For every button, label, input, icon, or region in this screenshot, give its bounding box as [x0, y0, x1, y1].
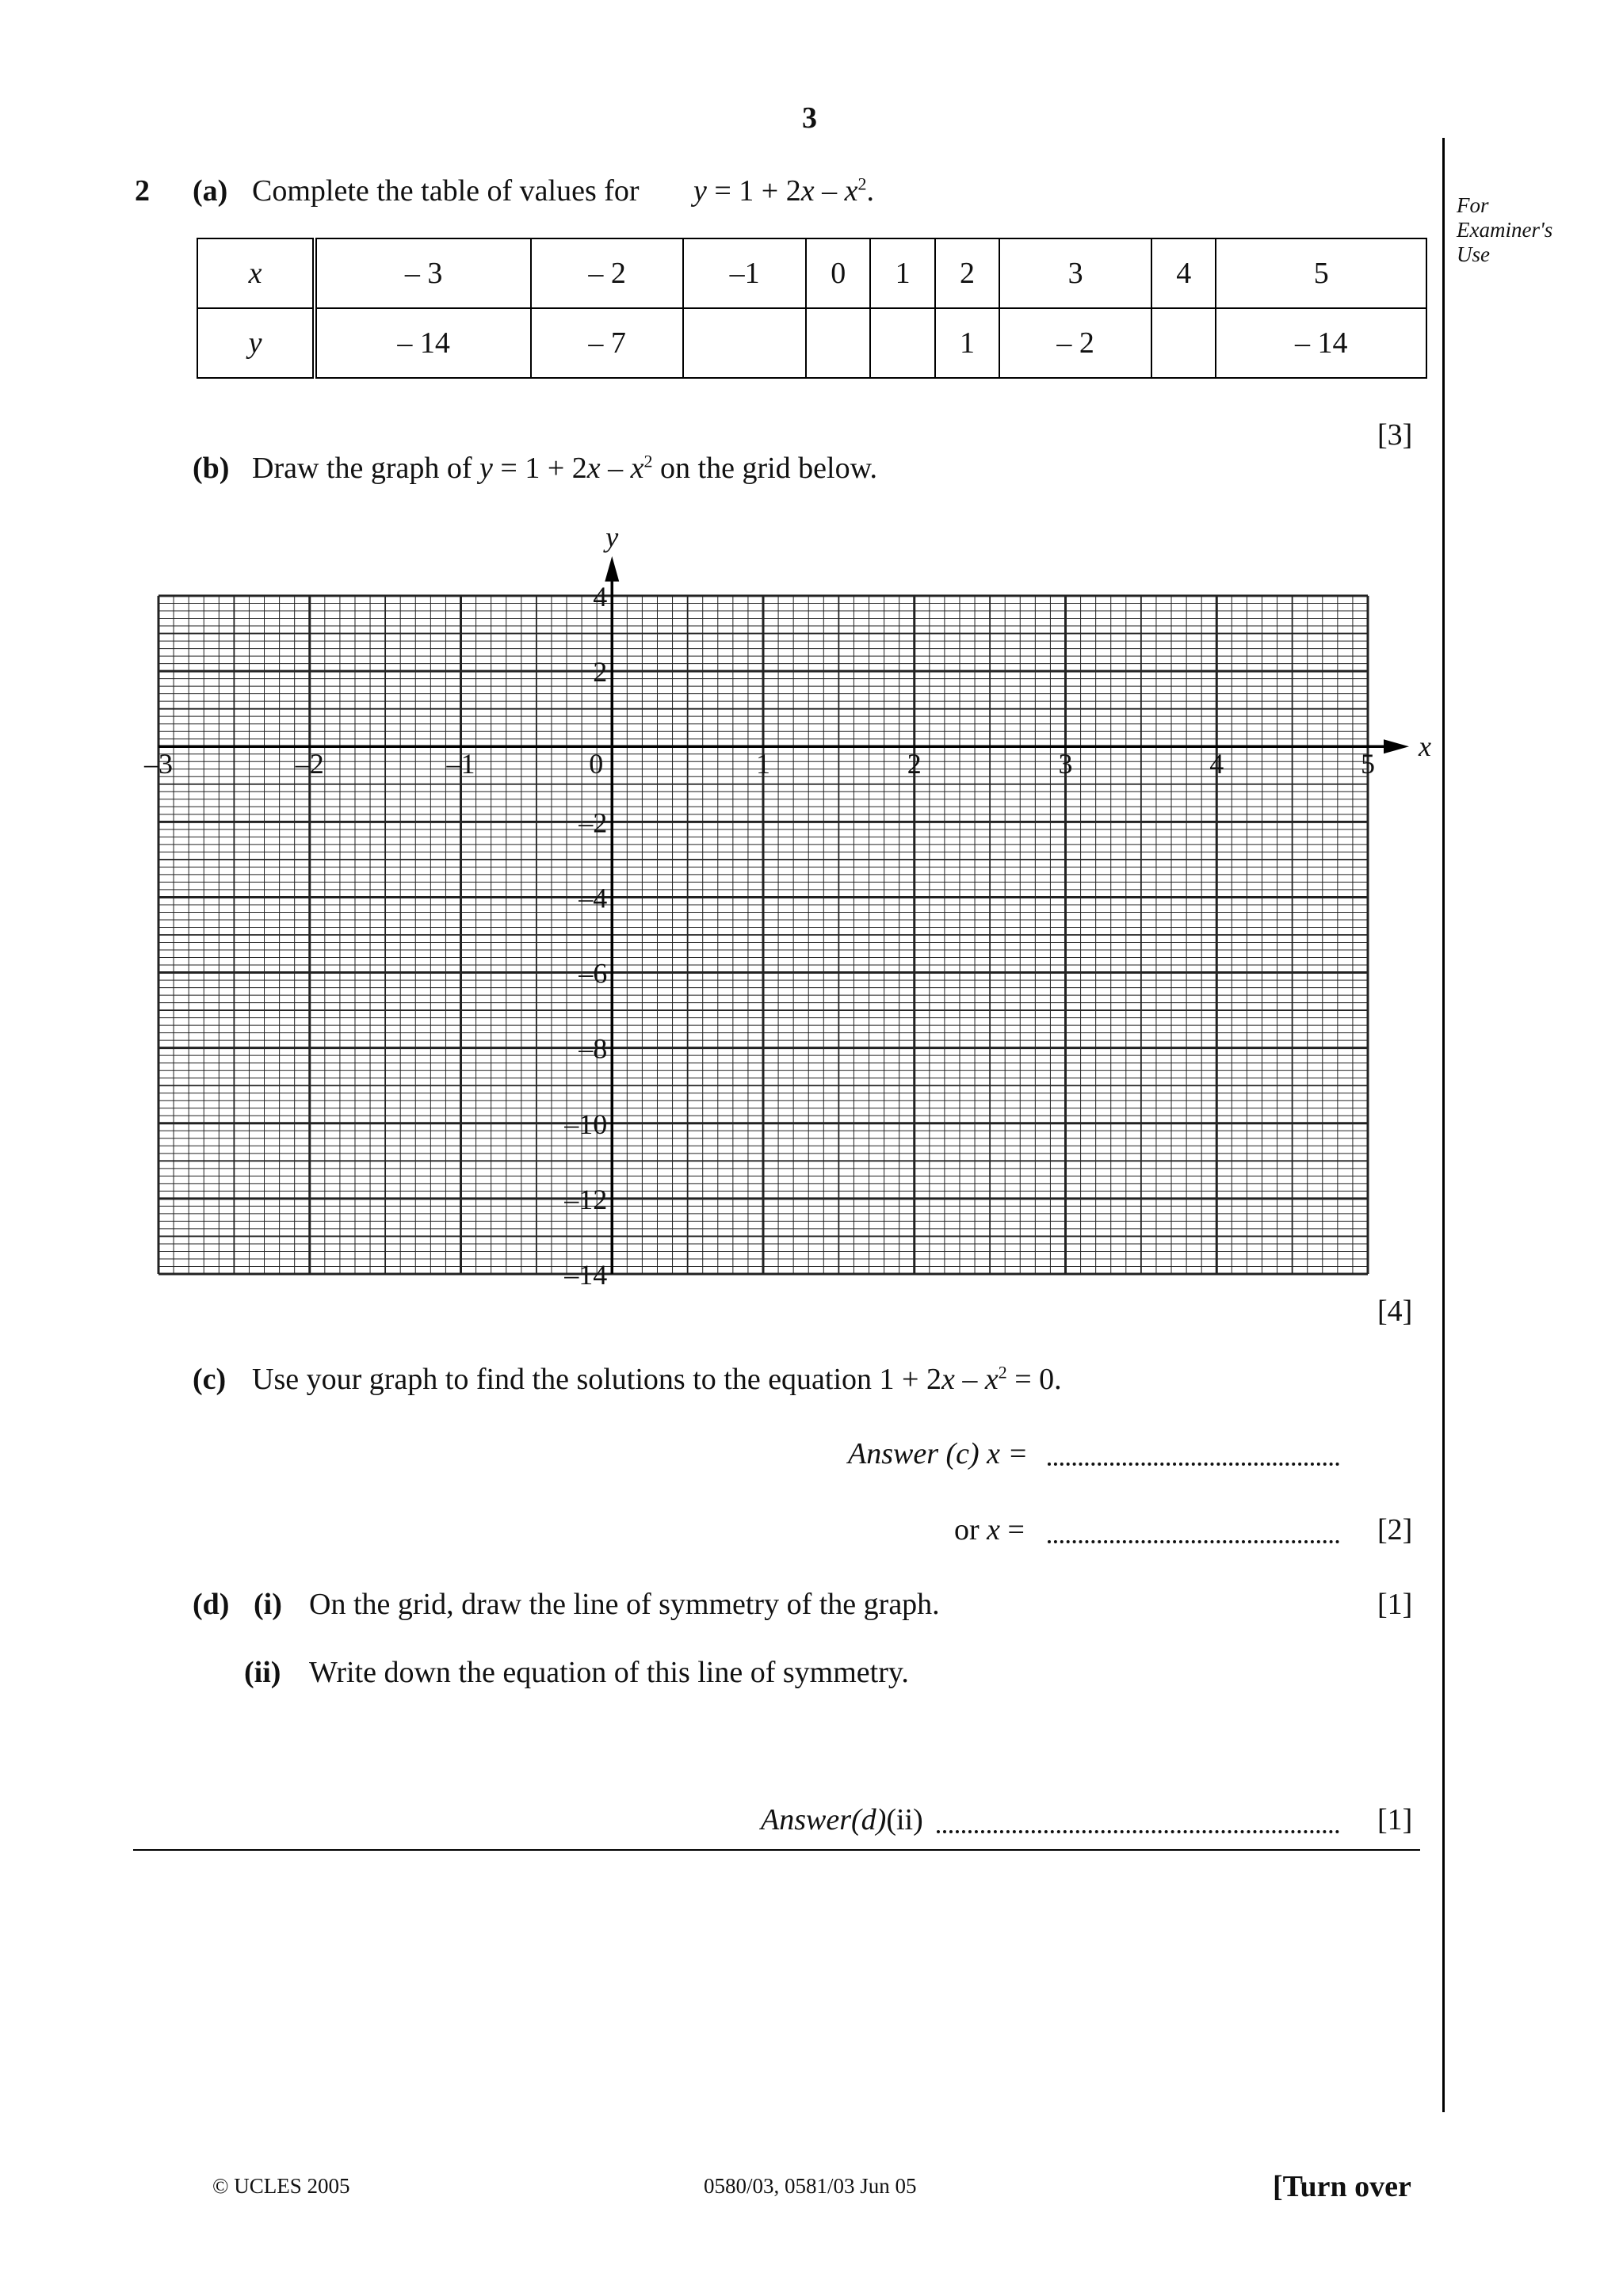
part-d-ii-marks: [1]	[1377, 1803, 1413, 1836]
part-c-label: (c)	[193, 1363, 227, 1396]
y-tick-label: –8	[579, 1032, 608, 1065]
table-cell: – 14	[315, 308, 531, 378]
x-axis-arrow	[1384, 739, 1409, 753]
part-c-text: Use your graph to find the solutions to the equation $1 + 2x - x^2 = 0$.	[252, 1362, 1062, 1396]
sidebar-line-3: Use	[1457, 242, 1490, 266]
y-tick-label: –2	[579, 807, 608, 839]
y-tick-label: –4	[579, 882, 608, 914]
y-axis-label: y	[605, 521, 619, 553]
y-tick-label: –6	[579, 957, 608, 990]
table-cell: – 14	[1216, 308, 1426, 378]
table-cell: – 2	[999, 308, 1151, 378]
table-cell: –1	[683, 238, 806, 308]
part-d-label: (d)	[193, 1588, 230, 1621]
part-d-i-text: On the grid, draw the line of symmetry of the graph.	[309, 1588, 940, 1621]
table-cell: 2	[935, 238, 999, 308]
table-cell: 5	[1216, 238, 1426, 308]
x-tick-label: 2	[907, 748, 922, 780]
part-c-text-main: Use your graph to find the solutions to the equation 1 + 2	[252, 1363, 941, 1396]
x-tick-label: 3	[1058, 748, 1073, 780]
part-c-answer-line[interactable]	[1048, 1463, 1339, 1466]
y-tick-label: –14	[564, 1259, 608, 1291]
part-a-text: Complete the table of values for	[252, 174, 640, 208]
y-tick-label: –10	[564, 1108, 608, 1140]
part-b-marks: [4]	[1377, 1295, 1413, 1328]
part-c-marks: [2]	[1377, 1513, 1413, 1547]
footer-copyright: © UCLES 2005	[212, 2174, 350, 2198]
part-b-text: Draw the graph of $y = 1 + 2x - x^2$ on the grid below.	[252, 451, 878, 485]
x-tick-label: –2	[295, 748, 324, 780]
footer-paper-code: 0580/03, 0581/03 Jun 05	[704, 2174, 917, 2198]
part-a-equation: $y = 1 + 2x - x^2$.	[693, 174, 874, 208]
part-c-or-answer-line[interactable]	[1048, 1540, 1339, 1543]
x-tick-label: 5	[1361, 748, 1375, 780]
table-cell: 1	[935, 308, 999, 378]
part-c-answer-label: Answer (c) x =	[848, 1437, 1029, 1470]
table-cell: 0	[806, 238, 870, 308]
part-d-ii-text: Write down the equation of this line of symmetry.	[309, 1656, 909, 1689]
part-a-label: (a)	[193, 174, 228, 208]
table-header-y: y	[197, 308, 315, 378]
part-d-i-label: (i)	[254, 1588, 282, 1621]
part-d-ii-label: (ii)	[244, 1656, 281, 1689]
x-tick-label: 0	[589, 748, 604, 780]
y-tick-label: 2	[593, 656, 608, 688]
sidebar-line-2: Examiner's	[1457, 218, 1553, 242]
part-c-or-label: or x =	[954, 1513, 1025, 1547]
x-tick-label: 4	[1209, 748, 1224, 780]
part-b-label: (b)	[193, 452, 230, 485]
end-of-question-rule	[133, 1849, 1420, 1851]
x-tick-label: 1	[756, 748, 770, 780]
sidebar-line-1: For	[1457, 193, 1489, 217]
part-d-answer-label: Answer(d)(ii)	[761, 1803, 923, 1836]
table-header-x: x	[197, 238, 315, 308]
y-axis-arrow	[605, 556, 619, 582]
table-cell: 3	[999, 238, 1151, 308]
table-cell: 1	[870, 238, 934, 308]
part-a-marks: [3]	[1377, 418, 1413, 452]
table-cell: – 7	[531, 308, 683, 378]
footer-turn-over: [Turn over	[1273, 2170, 1411, 2203]
part-d-i-marks: [1]	[1377, 1588, 1413, 1621]
table-cell: – 2	[531, 238, 683, 308]
part-b-text-after: on the grid below.	[660, 452, 878, 485]
part-d-answer-line[interactable]	[937, 1830, 1339, 1833]
page-number: 3	[802, 101, 817, 135]
x-tick-label: –1	[446, 748, 475, 780]
y-tick-label: 4	[593, 581, 608, 612]
table-cell: 4	[1151, 238, 1216, 308]
part-b-text-before: Draw the graph of	[252, 452, 472, 485]
table-cell: – 3	[315, 238, 531, 308]
y-tick-label: –12	[564, 1183, 608, 1215]
question-number: 2	[135, 174, 150, 208]
x-axis-label: x	[1419, 730, 1431, 763]
x-tick-label: –3	[144, 748, 173, 780]
